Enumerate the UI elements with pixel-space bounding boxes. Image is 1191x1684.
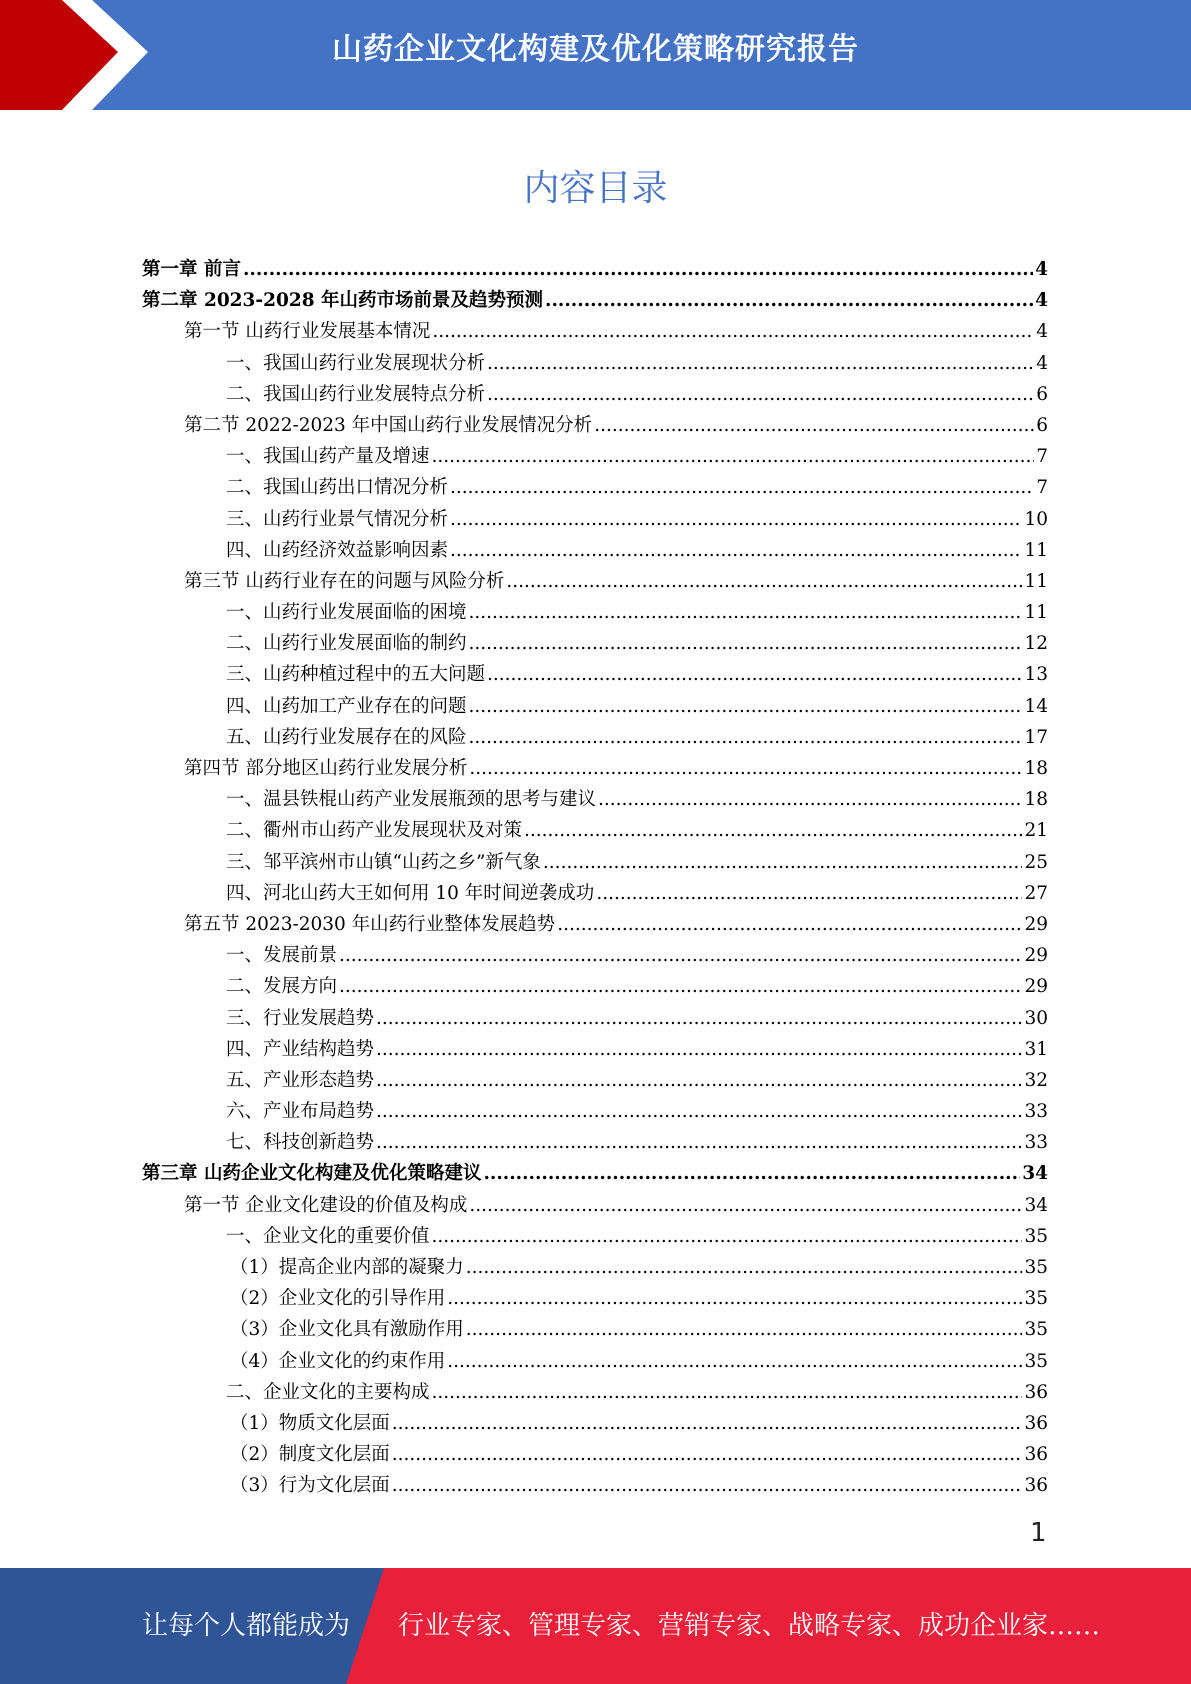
toc-entry-label: 五、产业形态趋势 [226, 1069, 375, 1091]
toc-entry-page: 12 [1024, 633, 1048, 655]
toc-entry[interactable] [142, 1096, 1048, 1127]
toc-entry-label: 一、我国山药行业发展现状分析 [226, 352, 486, 374]
toc-entry-label: 二、发展方向 [226, 976, 338, 998]
toc-entry[interactable] [142, 316, 1048, 347]
toc-entry-label: 三、山药行业景气情况分析 [226, 508, 449, 530]
toc-entry[interactable] [142, 1470, 1048, 1501]
dot-leader [376, 1127, 1022, 1158]
dot-leader [594, 410, 1034, 441]
toc-entry[interactable] [142, 722, 1048, 753]
toc-entry[interactable] [142, 784, 1048, 815]
dot-leader [376, 1003, 1022, 1034]
toc-entry-label: 四、河北山药大王如何用 10 年时间逆袭成功 [226, 882, 595, 904]
toc-entry-page: 6 [1036, 383, 1048, 405]
toc-entry[interactable] [142, 815, 1048, 846]
toc-entry-page: 36 [1024, 1475, 1048, 1497]
toc-entry[interactable] [142, 691, 1048, 722]
toc-entry-page: 4 [1036, 352, 1048, 374]
dot-leader [432, 1221, 1023, 1252]
dot-leader [243, 254, 1033, 285]
dot-leader [392, 1470, 1023, 1501]
dot-leader [392, 1408, 1023, 1439]
toc-entry-label: 二、我国山药行业发展特点分析 [226, 383, 486, 405]
toc-entry[interactable] [142, 1408, 1048, 1439]
toc-entry[interactable] [142, 1003, 1048, 1034]
toc-entry-label: 第二章 2023-2028 年山药市场前景及趋势预测 [142, 290, 544, 312]
toc-entry[interactable] [142, 1034, 1048, 1065]
toc-entry-label: （3）企业文化具有激励作用 [230, 1319, 464, 1341]
dot-leader [469, 753, 1022, 784]
toc-entry-label: 第一节 山药行业发展基本情况 [184, 321, 431, 343]
toc-entry[interactable] [142, 1283, 1048, 1314]
dot-leader [469, 722, 1023, 753]
toc-entry-page: 33 [1024, 1101, 1048, 1123]
toc-entry[interactable] [142, 878, 1048, 909]
toc-entry[interactable] [142, 1252, 1048, 1283]
toc-entry-label: 一、我国山药产量及增速 [226, 446, 430, 468]
toc-entry-label: 二、企业文化的主要构成 [226, 1381, 430, 1403]
toc-entry-label: 三、邹平滨州市山镇“山药之乡”新气象 [226, 851, 541, 873]
toc-entry[interactable] [142, 971, 1048, 1002]
toc-heading: 内容目录 [523, 168, 668, 209]
dot-leader [447, 1283, 1022, 1314]
dot-leader [487, 348, 1034, 379]
toc-entry-page: 36 [1024, 1412, 1048, 1434]
toc-entry-label: 三、山药种植过程中的五大问题 [226, 664, 486, 686]
dot-leader [487, 659, 1022, 690]
dot-leader [469, 628, 1023, 659]
dot-leader [596, 878, 1022, 909]
toc-entry-label: 四、山药加工产业存在的问题 [226, 695, 467, 717]
dot-leader [432, 316, 1034, 347]
dot-leader [450, 504, 1022, 535]
toc-entry-label: 二、山药行业发展面临的制约 [226, 633, 467, 655]
dot-leader [469, 597, 1023, 628]
toc-entry[interactable] [142, 379, 1048, 410]
toc-entry[interactable] [142, 254, 1048, 285]
toc-entry-label: （2）制度文化层面 [230, 1444, 390, 1466]
toc-entry[interactable] [142, 597, 1048, 628]
toc-entry-page: 35 [1024, 1225, 1048, 1247]
toc-entry-page: 10 [1024, 508, 1048, 530]
toc-entry[interactable] [142, 348, 1048, 379]
toc-entry-page: 13 [1024, 664, 1048, 686]
dot-leader [483, 1158, 1020, 1189]
toc-entry-label: 七、科技创新趋势 [226, 1132, 375, 1154]
toc-entry-page: 36 [1024, 1381, 1048, 1403]
toc-entry-label: 六、产业布局趋势 [226, 1101, 375, 1123]
toc-entry-label: 四、产业结构趋势 [226, 1038, 375, 1060]
toc-entry[interactable] [142, 909, 1048, 940]
dot-leader [543, 847, 1023, 878]
footer-slogan-left: 让每个人都能成为 [142, 1611, 351, 1641]
toc-entry[interactable] [142, 628, 1048, 659]
toc-entry-page: 34 [1022, 1163, 1048, 1185]
toc-entry-label: （2）企业文化的引导作用 [230, 1288, 446, 1310]
dot-leader [469, 691, 1023, 722]
dot-leader [447, 1346, 1022, 1377]
toc-entry-label: 三、行业发展趋势 [226, 1007, 375, 1029]
report-title: 山药企业文化构建及优化策略研究报告 [332, 32, 859, 67]
toc-entry-page: 35 [1024, 1350, 1048, 1372]
toc-entry-page: 33 [1024, 1132, 1048, 1154]
toc-entry-label: （1）提高企业内部的凝聚力 [230, 1257, 464, 1278]
toc-entry-page: 29 [1024, 945, 1048, 967]
toc-entry-page: 18 [1024, 758, 1048, 779]
toc-entry-page: 4 [1035, 259, 1048, 280]
dot-leader [339, 940, 1022, 971]
toc-entry-label: 第三节 山药行业存在的问题与风险分析 [184, 570, 505, 592]
footer-slogan-right: 行业专家、管理专家、营销专家、战略专家、成功企业家…… [398, 1611, 1101, 1641]
toc-entry-label: （1）物质文化层面 [230, 1412, 390, 1434]
toc-entry-label: 一、山药行业发展面临的困境 [226, 602, 467, 624]
toc-entry[interactable] [142, 659, 1048, 690]
toc-entry[interactable] [142, 535, 1048, 566]
toc-entry[interactable] [142, 940, 1048, 971]
toc-entry-page: 31 [1024, 1038, 1048, 1060]
toc-entry[interactable] [142, 1221, 1048, 1252]
toc-entry[interactable] [142, 441, 1048, 472]
toc-entry-page: 35 [1024, 1257, 1048, 1278]
toc-entry[interactable] [142, 1127, 1048, 1158]
toc-entry-page: 34 [1024, 1194, 1048, 1216]
page-header [0, 0, 1191, 110]
toc-entry[interactable] [142, 1065, 1048, 1096]
dot-leader [376, 1065, 1022, 1096]
toc-entry-label: 一、发展前景 [226, 945, 338, 967]
dot-leader [450, 472, 1034, 503]
toc-entry[interactable] [142, 410, 1048, 441]
toc-entry-label: 第一章 前言 [142, 259, 241, 280]
toc-entry-page: 35 [1024, 1319, 1048, 1341]
toc-entry-page: 30 [1024, 1007, 1048, 1029]
toc-entry[interactable] [142, 504, 1048, 535]
toc-entry-page: 7 [1036, 477, 1048, 499]
toc-entry-label: （4）企业文化的约束作用 [230, 1350, 446, 1372]
toc-entry-page: 27 [1024, 882, 1048, 904]
toc-entry-label: 第四节 部分地区山药行业发展分析 [184, 758, 468, 779]
dot-leader [506, 566, 1022, 597]
dot-leader [432, 441, 1035, 472]
toc-entry-page: 25 [1024, 851, 1048, 873]
toc-entry[interactable] [142, 285, 1048, 316]
toc-entry-page: 29 [1024, 913, 1048, 935]
toc-entry-label: 二、我国山药出口情况分析 [226, 477, 449, 499]
dot-leader [392, 1439, 1023, 1470]
toc-entry-page: 17 [1024, 726, 1048, 748]
dot-leader [432, 1377, 1023, 1408]
toc-entry[interactable] [142, 753, 1048, 784]
dot-leader [598, 784, 1022, 815]
toc-entry-page: 18 [1024, 789, 1048, 811]
dot-leader [487, 379, 1034, 410]
toc-entry[interactable] [142, 847, 1048, 878]
dot-leader [450, 535, 1022, 566]
toc-entry[interactable] [142, 1190, 1048, 1221]
toc-entry-label: 一、企业文化的重要价值 [226, 1225, 430, 1247]
dot-leader [339, 971, 1022, 1002]
toc-entry-page: 11 [1024, 602, 1048, 624]
toc-entry-label: 第一节 企业文化建设的价值及构成 [184, 1194, 468, 1216]
toc-entry-page: 4 [1035, 290, 1048, 312]
dot-leader [469, 1190, 1022, 1221]
toc-entry-page: 6 [1036, 414, 1048, 436]
toc-entry-label: 第二节 2022-2023 年中国山药行业发展情况分析 [184, 414, 593, 436]
toc-entry-page: 35 [1024, 1288, 1048, 1310]
dot-leader [376, 1034, 1022, 1065]
dot-leader [557, 909, 1022, 940]
toc-entry-page: 14 [1024, 695, 1048, 717]
dot-leader [524, 815, 1022, 846]
toc-entry[interactable] [142, 1346, 1048, 1377]
toc-entry-label: 二、衢州市山药产业发展现状及对策 [226, 820, 523, 842]
dot-leader [376, 1096, 1022, 1127]
toc-entry-label: （3）行为文化层面 [230, 1475, 390, 1497]
toc-entry-page: 36 [1024, 1444, 1048, 1466]
toc-entry-label: 一、温县铁棍山药产业发展瓶颈的思考与建议 [226, 789, 597, 811]
toc-entry[interactable] [142, 1158, 1048, 1189]
table-of-contents [142, 254, 1048, 1502]
toc-entry[interactable] [142, 472, 1048, 503]
toc-entry-page: 29 [1024, 976, 1048, 998]
toc-entry[interactable] [142, 1439, 1048, 1470]
toc-entry-page: 7 [1036, 446, 1048, 468]
toc-entry-page: 21 [1024, 820, 1048, 842]
page-number: 1 [1030, 1518, 1047, 1548]
toc-entry-page: 4 [1036, 321, 1048, 343]
toc-entry-label: 第五节 2023-2030 年山药行业整体发展趋势 [184, 913, 556, 935]
toc-entry[interactable] [142, 1314, 1048, 1345]
page-footer [0, 1568, 1191, 1684]
toc-entry-label: 五、山药行业发展存在的风险 [226, 726, 467, 748]
toc-entry-page: 32 [1024, 1069, 1048, 1091]
toc-entry-page: 11 [1024, 570, 1048, 592]
dot-leader [545, 285, 1033, 316]
toc-entry[interactable] [142, 566, 1048, 597]
toc-entry[interactable] [142, 1377, 1048, 1408]
toc-entry-label: 第三章 山药企业文化构建及优化策略建议 [142, 1163, 482, 1185]
dot-leader [466, 1252, 1023, 1283]
toc-entry-page: 11 [1024, 539, 1048, 561]
dot-leader [466, 1314, 1023, 1345]
toc-entry-label: 四、山药经济效益影响因素 [226, 539, 449, 561]
